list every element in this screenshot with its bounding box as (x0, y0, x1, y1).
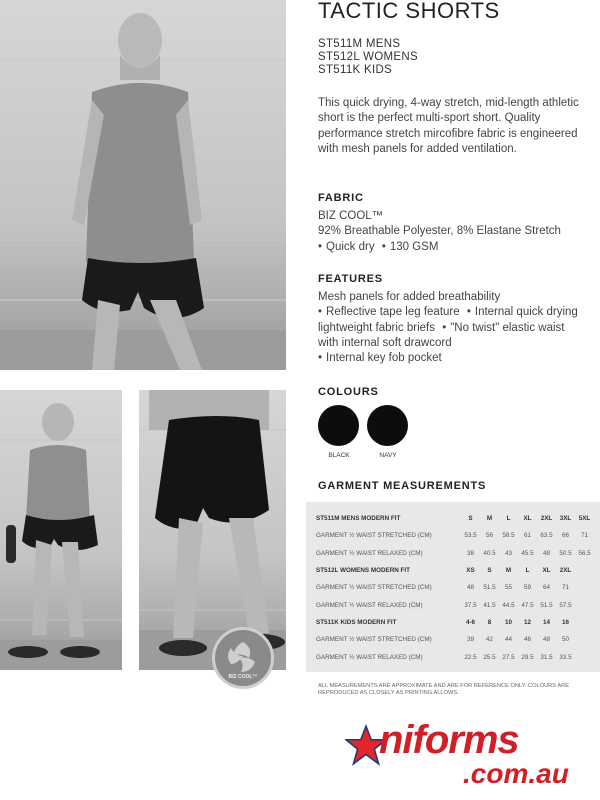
table-cell: 50 (561, 636, 569, 644)
table-cell: 56.5 (578, 549, 591, 557)
row-label: GARMENT ½ WAIST RELAXED (CM) (316, 549, 423, 557)
size-label (575, 614, 594, 631)
table-cell: 38 (466, 549, 474, 557)
table-cell (575, 631, 594, 648)
table-row (316, 527, 594, 544)
table-cell: 25.5 (483, 653, 496, 661)
size-label: 3XL (559, 515, 572, 523)
size-label: 4-6 (465, 618, 476, 626)
table-cell: 63.5 (540, 532, 553, 540)
logo-text-domain: .com.au (463, 758, 569, 789)
biz-cool-badge (212, 627, 274, 689)
size-label: XS (466, 567, 475, 575)
size-label: XL (542, 567, 551, 575)
table-cell: 40.5 (483, 549, 496, 557)
table-cell: 51.5 (540, 601, 553, 609)
logo-text-main: niforms (379, 718, 519, 762)
table-cell: 64 (542, 584, 550, 592)
measurements-heading: GARMENT MEASUREMENTS (318, 480, 487, 492)
biz-cool-label: BIZ COOL™ (228, 674, 258, 680)
code-womens: ST512L WOMENS (318, 51, 418, 63)
features-lead: Mesh panels for added breathability (318, 291, 501, 303)
size-label: 14 (542, 618, 550, 626)
table-row (316, 631, 594, 648)
fabric-composition: 92% Breathable Polyester, 8% Elastane Stretch (318, 225, 561, 238)
table-section-header (316, 562, 594, 579)
section-label: ST511M MENS MODERN FIT (316, 515, 401, 523)
table-cell: 44 (504, 636, 512, 644)
feature-item: Reflective tape leg feature (326, 306, 460, 319)
fabric-bullet: 130 GSM (389, 240, 439, 253)
swatch-black-label: BLACK (328, 452, 350, 459)
fabric-bullet: Quick dry (326, 240, 375, 253)
table-cell: 45.5 (521, 549, 534, 557)
row-label: GARMENT ½ WAIST RELAXED (CM) (316, 601, 423, 609)
table-cell: 44.5 (502, 601, 515, 609)
size-label: 12 (523, 618, 531, 626)
table-cell: 53.5 (464, 532, 477, 540)
table-cell (575, 579, 594, 596)
size-label: L (506, 515, 511, 523)
size-label: 16 (561, 618, 569, 626)
measurements-note: ALL MEASUREMENTS ARE APPROXIMATE AND ARE FOR REFERENCE ONLY. COLOURS ARE REPRODUCED AS CLOSELY AS PRINTING ALLOWS. (318, 683, 570, 696)
product-codes (318, 38, 418, 77)
table-cell: 51.5 (483, 584, 496, 592)
table-cell: 41.5 (483, 601, 496, 609)
product-title: TACTIC SHORTS (318, 0, 500, 23)
table-cell: 31.5 (540, 653, 553, 661)
fabric-details (318, 209, 580, 255)
table-cell: 56 (485, 532, 493, 540)
size-label: S (487, 567, 492, 575)
size-label: S (468, 515, 473, 523)
table-cell: 57.5 (559, 601, 572, 609)
table-cell: 22.5 (464, 653, 477, 661)
fabric-heading: FABRIC (318, 192, 364, 204)
size-label: 2XL (540, 515, 553, 523)
table-cell: 55 (504, 584, 512, 592)
table-row (316, 648, 594, 665)
code-mens: ST511M MENS (318, 38, 401, 50)
feature-item: "No twist" elastic waist with internal soft drawcord (318, 321, 565, 349)
size-label: 10 (504, 618, 512, 626)
measurements-table-box (306, 502, 600, 672)
size-label: 5XL (578, 515, 591, 523)
uniforms-logo[interactable] (345, 718, 600, 798)
size-label (575, 562, 594, 579)
measurements-table (316, 510, 594, 666)
row-label: GARMENT ½ WAIST RELAXED (CM) (316, 653, 423, 661)
table-cell: 71 (561, 584, 569, 592)
table-row (316, 596, 594, 613)
photo-legs (139, 390, 286, 670)
row-label: GARMENT ½ WAIST STRETCHED (CM) (316, 636, 432, 644)
features-details: Mesh panels for added breathability • Reflective tape leg feature • Internal quick drying lightweight fabric briefs • "No twist" elastic waist with internal soft drawcord • Internal key fob pocket (318, 290, 580, 366)
table-cell: 48 (542, 636, 550, 644)
features-list: • Reflective tape leg feature • Internal quick drying lightweight fabric briefs • "No twist" elastic waist with internal soft drawcord (318, 306, 578, 349)
feature-item: Internal quick drying lightweight fabric briefs (318, 306, 578, 334)
table-cell: 47.5 (521, 601, 534, 609)
photo-mens (0, 0, 286, 370)
table-cell: 37.5 (464, 601, 477, 609)
section-label: ST511K KIDS MODERN FIT (316, 618, 397, 626)
table-row (316, 545, 594, 562)
table-cell: 50.5 (559, 549, 572, 557)
table-cell: 39 (466, 636, 474, 644)
size-label: L (525, 567, 530, 575)
fabric-bullets: • Quick dry • 130 GSM (318, 240, 439, 253)
table-cell: 61 (523, 532, 531, 540)
feature-item: Internal key fob pocket (326, 352, 442, 365)
section-label: ST512L WOMENS MODERN FIT (316, 567, 410, 575)
table-cell: 71 (580, 532, 588, 540)
size-label: M (505, 567, 512, 575)
features-heading: FEATURES (318, 273, 383, 285)
photo-kids (0, 390, 122, 670)
size-label: M (486, 515, 493, 523)
table-cell: 59 (523, 584, 531, 592)
table-cell: 42 (485, 636, 493, 644)
colours-heading: COLOURS (318, 386, 379, 398)
table-section-header (316, 614, 594, 631)
table-row (316, 579, 594, 596)
table-cell: 66 (561, 532, 569, 540)
table-cell: 48 (542, 549, 550, 557)
size-label: 2XL (559, 567, 572, 575)
fabric-brand: BIZ COOL™ (318, 210, 384, 222)
table-cell: 33.5 (559, 653, 572, 661)
row-label: GARMENT ½ WAIST STRETCHED (CM) (316, 584, 432, 592)
table-cell: 29.5 (521, 653, 534, 661)
table-cell: 27.5 (502, 653, 515, 661)
swatch-black[interactable] (318, 405, 359, 446)
table-cell: 58.5 (502, 532, 515, 540)
table-section-header (316, 510, 594, 527)
swatch-navy-label: NAVY (379, 452, 397, 459)
code-kids: ST511K KIDS (318, 64, 393, 76)
size-label: 8 (487, 618, 492, 626)
swatch-navy[interactable] (367, 405, 408, 446)
table-cell (575, 596, 594, 613)
row-label: GARMENT ½ WAIST STRETCHED (CM) (316, 532, 432, 540)
table-cell: 46 (523, 636, 531, 644)
table-cell (575, 648, 594, 665)
table-cell: 48 (466, 584, 474, 592)
size-label: XL (523, 515, 532, 523)
product-description: This quick drying, 4-way stretch, mid-length athletic short is the perfect multi-sport short. Quality performance stretch mircofibre fabric is engineered with mesh panels for added ventilation. (318, 97, 579, 155)
table-cell: 43 (504, 549, 512, 557)
